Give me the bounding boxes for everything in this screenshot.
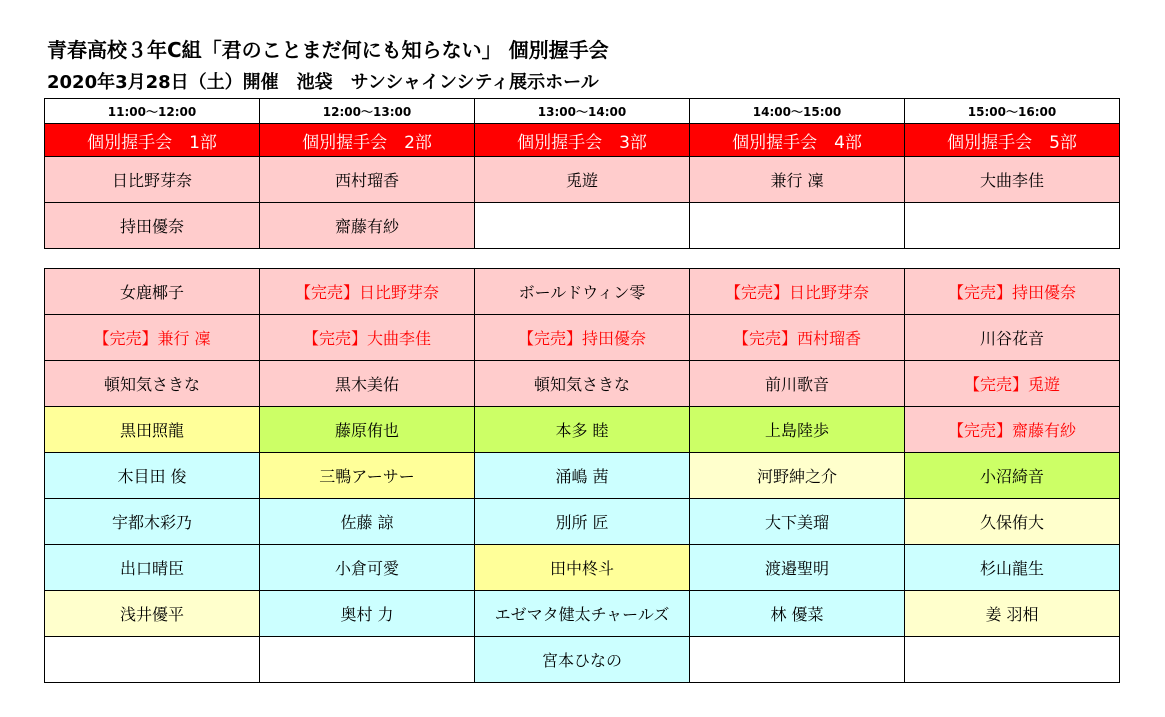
member-cell: ボールドウィン零 [475,269,690,315]
table-row [45,361,1120,407]
part-header-4: 個別握手会 4部 [690,124,905,157]
top-member-rows [45,157,1120,249]
empty-cell [45,637,260,683]
member-cell: 宮本ひなの [475,637,690,683]
member-cell-sold-out: 【完売】日比野芽奈 [690,269,905,315]
table-row [45,453,1120,499]
member-cell: 佐藤 諒 [260,499,475,545]
member-cell-sold-out: 【完売】日比野芽奈 [260,269,475,315]
empty-cell [905,637,1120,683]
time-row [45,99,1120,124]
member-cell: 河野紳之介 [690,453,905,499]
member-cell: 頓知気さきな [45,361,260,407]
event-date-venue: 2020年3月28日（土）開催 池袋 サンシャインシティ展示ホール [47,72,599,93]
member-cell-sold-out: 【完売】齋藤有紗 [905,407,1120,453]
table-row [45,545,1120,591]
member-cell: 田中柊斗 [475,545,690,591]
time-slot-3: 13:00～14:00 [475,99,690,124]
table-row [45,315,1120,361]
time-slot-4: 14:00～15:00 [690,99,905,124]
member-cell-sold-out: 【完売】兎遊 [905,361,1120,407]
member-cell: 兼行 凜 [690,157,905,203]
member-cell: 齋藤有紗 [260,203,475,249]
member-cell: 別所 匠 [475,499,690,545]
member-cell: 涌嶋 茜 [475,453,690,499]
part-row [45,124,1120,157]
member-cell: 大下美瑠 [690,499,905,545]
member-cell: 西村瑠香 [260,157,475,203]
member-cell: 林 優菜 [690,591,905,637]
empty-cell [690,203,905,249]
member-cell: 前川歌音 [690,361,905,407]
member-cell: 小沼綺音 [905,453,1120,499]
empty-cell [690,637,905,683]
time-slot-1: 11:00～12:00 [45,99,260,124]
member-cell: 久保侑大 [905,499,1120,545]
table-row [45,203,1120,249]
member-cell: 杉山龍生 [905,545,1120,591]
member-cell: 頓知気さきな [475,361,690,407]
member-cell: 本多 睦 [475,407,690,453]
empty-cell [260,637,475,683]
table-row [45,637,1120,683]
table-row [45,407,1120,453]
page-title: 青春高校３年C組「君のことまだ何にも知らない」 個別握手会 [47,38,609,62]
member-cell-sold-out: 【完売】持田優奈 [475,315,690,361]
member-cell: 藤原侑也 [260,407,475,453]
member-cell: 姜 羽相 [905,591,1120,637]
member-cell-sold-out: 【完売】兼行 凜 [45,315,260,361]
time-slot-5: 15:00～16:00 [905,99,1120,124]
member-cell: 奥村 力 [260,591,475,637]
member-cell: エゼマタ健太チャールズ [475,591,690,637]
member-cell: 川谷花音 [905,315,1120,361]
member-cell: 日比野芽奈 [45,157,260,203]
member-cell: 出口晴臣 [45,545,260,591]
time-slot-2: 12:00～13:00 [260,99,475,124]
member-cell: 浅井優平 [45,591,260,637]
member-cell: 小倉可愛 [260,545,475,591]
member-cell: 大曲李佳 [905,157,1120,203]
schedule-top-table [44,98,1120,249]
member-cell: 持田優奈 [45,203,260,249]
member-cell: 宇都木彩乃 [45,499,260,545]
table-row [45,269,1120,315]
part-header-2: 個別握手会 2部 [260,124,475,157]
empty-cell [475,203,690,249]
member-cell: 上島陸歩 [690,407,905,453]
table-row [45,499,1120,545]
table-row [45,591,1120,637]
member-cell-sold-out: 【完売】西村瑠香 [690,315,905,361]
member-cell-sold-out: 【完売】大曲李佳 [260,315,475,361]
part-header-5: 個別握手会 5部 [905,124,1120,157]
part-header-1: 個別握手会 1部 [45,124,260,157]
member-cell: 三鴨アーサー [260,453,475,499]
member-cell: 女鹿椰子 [45,269,260,315]
table-row [45,157,1120,203]
member-cell: 黒田照龍 [45,407,260,453]
part-header-3: 個別握手会 3部 [475,124,690,157]
member-cell: 木目田 俊 [45,453,260,499]
member-cell: 黒木美佑 [260,361,475,407]
empty-cell [905,203,1120,249]
member-cell: 兎遊 [475,157,690,203]
member-cell: 渡邉聖明 [690,545,905,591]
schedule-bottom-table [44,268,1120,683]
bottom-member-rows [45,269,1120,683]
member-cell-sold-out: 【完売】持田優奈 [905,269,1120,315]
